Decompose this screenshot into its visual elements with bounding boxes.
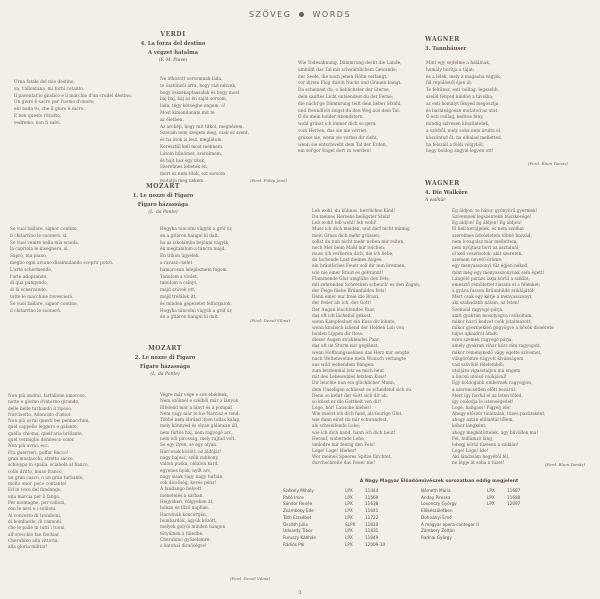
recording-cell: Székely Mihály	[283, 488, 314, 493]
work-title: 4. La forza del destino	[140, 41, 206, 47]
walkure-german-text: Leb wohl, du kühnes, herrliches Kind! Du meines Herzens heiligster Stolz! Leb wohl! leb wohl! leb wohl! Muss ich dich meiden, und darf nicht minnig mein Gruss dich mehr grüssen; sollst du nun nicht mehr neben mir reiten, noch Met beim Mahl mir reichen; muss ich verlieren dich, die ich liebe, du lachende Lust meines Auges: ein bräutliches Feuer soll dir nun brennen, wie nie einer Braut es gebrannt! Flammende Glut umglühe den Fels; mit zehrenden Schrecken scheuch' es den Zagen; der Feige fliehe Brünnhildes Fels! Denn einer nur freie die Braut, der freier als ich, der Gott! Der Augen leuchtendes Paar, das oft ich lächelnd gekost, wenn Kampfeslust ein Kuss dir lohnte, wenn kindisch lallend der Helden Lob von holden Lippen dir floss: dieser Augen strahlendes Paar, das oft im Sturm mir geglänzt, wenn Hoffnungssehnen das Herz mir sengte, nach Weltenwonne mein Wunsch verlangte aus wild webendem Bangen: zum letztenmal letz es mich heut mit des Lebewohles letztem Kuss! Dir leuchte nun ein glücklicher Mann, dem Unseligen schliesst es scheidend sich zu. Denn so kehrt der Gott sich dir ab, so küsst er die Gottheit von dir! Loge, hör! Lausche hieher! Wie zuerst ich dich fand, als feurige Glut, wie dann einst du mir schwandest, als schweifende Lohe; wie ich dich band, bann ich dich heut! Herauf, wabernde Lohe, umlodre mir feurig den Fels! Loge! Loge! Hieher! Wer meines Speeres Spitze fürchtet, durchschreite das Feuer nie!	[312, 209, 421, 467]
page-number: 3	[298, 590, 302, 596]
recording-cell: 11722	[365, 514, 379, 520]
recording-cell: Zsámboky Ede	[283, 508, 314, 514]
recordings-list	[283, 479, 595, 548]
recording-cell: Zámbory Zoltán	[421, 528, 455, 534]
recording-cell	[487, 515, 507, 522]
librettist: (L. da Ponte)	[148, 210, 178, 215]
recording-cell: Palló Imre	[283, 494, 304, 500]
composer: WAGNER	[425, 36, 460, 43]
recording-cell	[487, 528, 507, 535]
recording-cell: 11444	[365, 488, 379, 493]
recording-cell: 11831	[365, 528, 379, 534]
recording-cell	[507, 528, 547, 535]
recording-cell: LPX	[345, 534, 353, 540]
recording-cell: Osváth Júlia	[283, 521, 308, 527]
mozart2-credit: (Ford. Dezső Vilma)	[230, 576, 271, 581]
recording-cell: 12009-10	[365, 541, 386, 547]
work-subtitle: Figaro házassága	[137, 202, 189, 208]
librettist: (L. da Ponte)	[150, 372, 180, 377]
walkure-hungarian-text: Ég áldjon, te bátor, gyönyörű gyermek! Szívemnek legszentebb büszkesége! Ég áldjon! Ég áldjon! Ég áldjon! El kell kerüljelek, és nem szólhat szerelmes üdvözletem többé hozzád; nem lovagolsz már mellettem, nem nyújtasz bort az asztalnál; el kell veszítselek, akit szeretek, szemem nevető öröme: egy menyasszonyi tűz égjen neked, mint még egy menyasszonynak sem égett! Lángoló parázs izzja körül a sziklát; emésztő rémülettel riassza el a félénket; a gyáva fusson Brünnhilde sziklájától! Mert csak egy kérje a menyasszonyt, aki szabadabb nálam, az Isten! Szemeid ragyogó párja, amit gyakran mosolyogva csókoltam, mikor harci kedvet csók jutalmazott, mikor gyermekien gügyögve a hősök dicsérete bájos ajkaidról áradt: ezen szemek ragyogó párja, amely gyakran vihar közt rám ragyogott, mikor reménykedő vágy égette szívemet, világörömre vágyott kívánságom vad szövődő félelemből: utoljára vígasztaljon ma engem a búcsú utolsó csókjával! Egy boldogabb embernek ragyogjon, a szerencsétlen előtt bezárul. Mert így fordul el az Isten tőled, így csókolja le istenségedet! Loge, hallgass! Figyelj ide! Ahogy először találtalak, tüzes parázsként, ahogy aztán elillantál tőlem, kóbor lángként; ahogy megkötöttelek, úgy bűvöllek ma! Fel, hullámzó láng, lobogj körül tüzesen a sziklán! Loge! Loge! Ide! Aki lándzsám hegyétől fél, ne lépje át soha a tüzet!	[452, 209, 554, 467]
recording-cell: LPX	[345, 508, 353, 514]
verdi-italian-text: Urna fatale del mio destino, va, t'allontana, mi turbi cotanto. Il paventat'io giudico e il marchio d'un crudel destino. Un giuro è sacro per l'uomo d'onore; eh! bada tu, che il giuro è sacro. E ben questo ritratto, vedremo, non ti salvi.	[14, 80, 132, 126]
section-verdi	[118, 31, 228, 63]
recording-cell: 11638	[365, 501, 379, 507]
recording-cell: LPX	[345, 541, 353, 547]
recording-cell: Előkészületben	[421, 508, 453, 514]
recording-cell	[507, 515, 547, 522]
recording-cell: 11641	[365, 508, 379, 514]
recording-row	[283, 542, 595, 549]
section-wagner-tannhauser	[425, 36, 466, 52]
composer: MOZART	[148, 345, 182, 352]
recording-cell: LPX	[487, 488, 495, 493]
mozart1-italian-text: Se vuol ballare, signor contino, il chitarrino le suonerò, sì. Se vuol venire nella mia scuola, la capriola le insegnerò, sì. Saprò, ma piano, meglio ogni arcano dissimulando scoprir potrò. L'arte schermendo, l'arte adoprando, di qua pungendo, di là scherzando, tutte le macchine rovescierò. Se vuol ballare, signor contino, il chitarrino le suonerò.	[10, 227, 114, 314]
recording-cell: Németh Mária	[421, 488, 451, 493]
recording-cell: Sándor Renée	[283, 501, 313, 507]
composer: VERDI	[160, 31, 186, 38]
recording-row	[283, 535, 595, 542]
recording-cell	[487, 522, 507, 529]
recording-cell: 12097	[507, 501, 521, 507]
recording-cell	[507, 508, 547, 515]
recordings-heading: A Nagy Magyar Előadóművészek sorozatban eddig megjelent	[359, 479, 519, 484]
bullet-icon	[299, 12, 304, 17]
recording-cell: 11687	[507, 488, 521, 493]
recording-cell	[507, 535, 547, 542]
librettist: (F. M. Piave)	[158, 58, 188, 63]
recording-cell	[487, 542, 507, 549]
recording-cell: Dohnányi Ernő	[421, 514, 452, 520]
recording-cell: Udvardy Tibor	[283, 528, 313, 534]
recording-cell: LPX	[345, 488, 353, 493]
recording-cell: LPX	[345, 514, 353, 520]
recording-cell: Anday Piroska	[421, 494, 451, 500]
mozart2-italian-text: Non più andrai, farfallone amoroso, notte e giorno d'intorno girando, delle belle turbando il riposo, Narcisetto, Adoncino d'amor. Non più avrai questi bei pennacchini, quel cappello leggero e galante, quella chioma, quell'aria brillante, quel vermiglio donnesco color. Non più avrai, ecc. Fra guerrieri, poffar Bacco! gran mustacchi, stretto sacco, schioppo in spalla, sciabola al fianco, collo dritto, muso franco, un gran casco, o un gran turbante, molto onor, poco contante! Ed in vece del fandango, una marcia per il fango. Per montagne, per valloni, con le nevi e i sollioni. Al concerto di tromboni, di bombarde, di cannoni, che le palle in tutti i tuoni all'orecchio fan fischiar. Cherubino alla vittoria: alla gloria militar!	[8, 394, 90, 551]
composer: MOZART	[146, 183, 180, 190]
work-subtitle: A walkür	[425, 198, 446, 203]
recording-row	[283, 528, 595, 535]
mozart2-hungarian-text: Végre már vége e sok ebédnek, Nem szöknél e szélből már a lányok Elfeledd már a lányt és a pompát Nem vagy már te kis Narcisz e rend. Többé nem ábránd ilyen tollas kalap, mely könnyed és olyan gálánsan áll, nem fürtös haj, nem ragyogó arc, nem női pirosság, mely rajtad volt. Se egy ilyen, se egy olyan. Harcosok között, az áldóját! nagy bajusz, szűk zubbony, vállon puska, oldalon kard, egyenes nyak, nyílt arc, nagy sisak vagy nagy turbán, sok dicsőség, kevés pénz! A fandango helyett menetelés a sárban. Hegyeken, völgyeken át, hóban és tűző napban. Harsonák koncertjén, bombardok, ágyúk között, melyek golyói minden hangon fütyülnek a füledbe. Cherubino győzelemre: a katonai dicsőségre!	[160, 393, 241, 550]
recording-cell	[421, 542, 487, 549]
recording-cell: 11849	[365, 534, 379, 540]
recording-row	[283, 501, 595, 508]
recording-cell	[507, 542, 547, 549]
recording-cell: LPX	[487, 501, 495, 507]
recording-row	[283, 508, 595, 515]
recording-cell: A magyar opera-cantegor II	[421, 521, 479, 527]
recording-cell: 11688	[507, 494, 521, 500]
recording-cell	[487, 508, 507, 515]
tannhauser-credit: (Ford. Blum Tamás)	[528, 161, 568, 166]
tannhauser-hungarian-text: Mint egy sejtelme a halálnak, homály borítja a tájat; és a lélek, mely a magasba vágyik, fél repüléstől éjen át. Te feltűnsz, esti csillag, legszebb, szelíd fényed küldöd a távolba; az esti homályt fényed megosztja, és barátságosan mutatod az utat. Ó esti csillag, kedves fény, mindig szívesen köszöntelek, a szívből, mely soha nem árulta el, köszöntsd őt, ha elhalad melletted, ha felszáll a földi völgyből, hogy boldog angyal legyen ott!	[426, 61, 503, 155]
section-wagner-walkure	[425, 180, 468, 203]
walkure-credit: (Ford. Blum Tamás)	[545, 462, 585, 467]
recording-cell: SLPX	[345, 521, 356, 527]
header-right: WORDS	[312, 10, 352, 19]
recording-cell	[487, 535, 507, 542]
work-title: 1. Le nozze di Figaro	[132, 193, 194, 199]
recording-cell: Rádiós Pál	[283, 541, 305, 547]
recording-row	[283, 522, 595, 529]
recording-cell	[507, 522, 547, 529]
recording-cell: 11569	[365, 494, 379, 500]
work-subtitle: A végzet hatalma	[148, 50, 198, 56]
recording-cell: LPX	[345, 494, 353, 500]
tannhauser-german-text: Wie Todesahnung, Dämmrung deckt die Lande, umhüllt das Tal mit schwärzlichem Gewande; der Seele, die nach jenen Höhn verlangt, vor ihrem Flug durch Nacht und Grauen bangt. Da scheinest du, o lieblichster der Sterne, dein sanftes Licht entsendest du der Ferne; die nächt'ge Dämmrung teilt dein lieber Strahl, und freundlich zeigst du den Weg aus dem Tal. O du mein holder Abendstern, wohl grüsst ich immer dich so gern: vom Herzen, das sie nie verriet, grüsse sie, wenn sie vorbei dir zieht, wenn sie entschwebt dem Tal der Erden, ein sel'ger Engel dort zu werden!	[298, 61, 402, 155]
recording-cell: 11810	[365, 521, 379, 527]
recording-cell: LPX	[487, 494, 495, 500]
work-subtitle: Figaro házassága	[139, 364, 191, 370]
work-title: 4. Die Walküre	[425, 190, 468, 196]
recording-cell: Furuszy Kálmán	[283, 534, 317, 540]
header-left: SZÖVEG	[248, 10, 292, 19]
recording-cell: Losonczy György	[421, 501, 457, 507]
work-title: 2. Le nozze di Figaro	[134, 355, 196, 361]
mozart1-hungarian-text: Hogyha táncolni vágyik a gróf úr, én a gitáron hangol ki dalt, ha az iskolámba bejönni vágyik, én megtanítom a táncra majd. Én titkon ügyelek, a ravasz cselet hamarosan lelepleznem fogom. Tanulom a vívást, tanulom a csínyt, majd szúrok ott, majd tréfálok itt, és minden gépezetet felforgatok. Hogyha táncolni vágyik a gróf úr, én a gitáron hangol ki dalt.	[160, 227, 233, 321]
recording-row	[283, 495, 595, 502]
recording-row	[283, 515, 595, 522]
section-mozart-2	[110, 345, 220, 377]
verdi-credit: (Ford. Fülöp Jenő)	[250, 178, 287, 183]
work-title: 3. Tannhäuser	[425, 46, 467, 52]
recording-cell: LPX	[345, 501, 353, 507]
page-header	[0, 10, 600, 19]
recording-row	[283, 488, 595, 495]
composer: WAGNER	[425, 180, 460, 187]
recording-cell: Radnai György	[421, 534, 452, 540]
verdi-hungarian-text: Ne átkozott sorsomnak láda, te ösztönzöl arra, hogy rád nézzek, hogy összekaptassalak és hogy most baj baj, baj az én saját sorsom, láda, tégy kétségbe engem, ó! Most kimondanám mit te az életben. Az arckép, hogy mit titkol, megnézem. Szavam nem szegem meg, csak ez szent, és ha átok is lesz, meglátom. Keresztül kell most mennem. Látom bűnömet, szerelmem, és bajt hoz egy titok, Szerelmes lehetek én, mert ez nem titok, ezt sorsom mutatja meg nekem.	[160, 77, 249, 184]
recording-cell: LPX	[345, 528, 353, 534]
section-mozart-1	[108, 183, 218, 215]
recording-cell: Tóth Erzsébet	[283, 514, 312, 520]
mozart1-credit: (Ford. Dezső Vilma)	[250, 318, 291, 323]
